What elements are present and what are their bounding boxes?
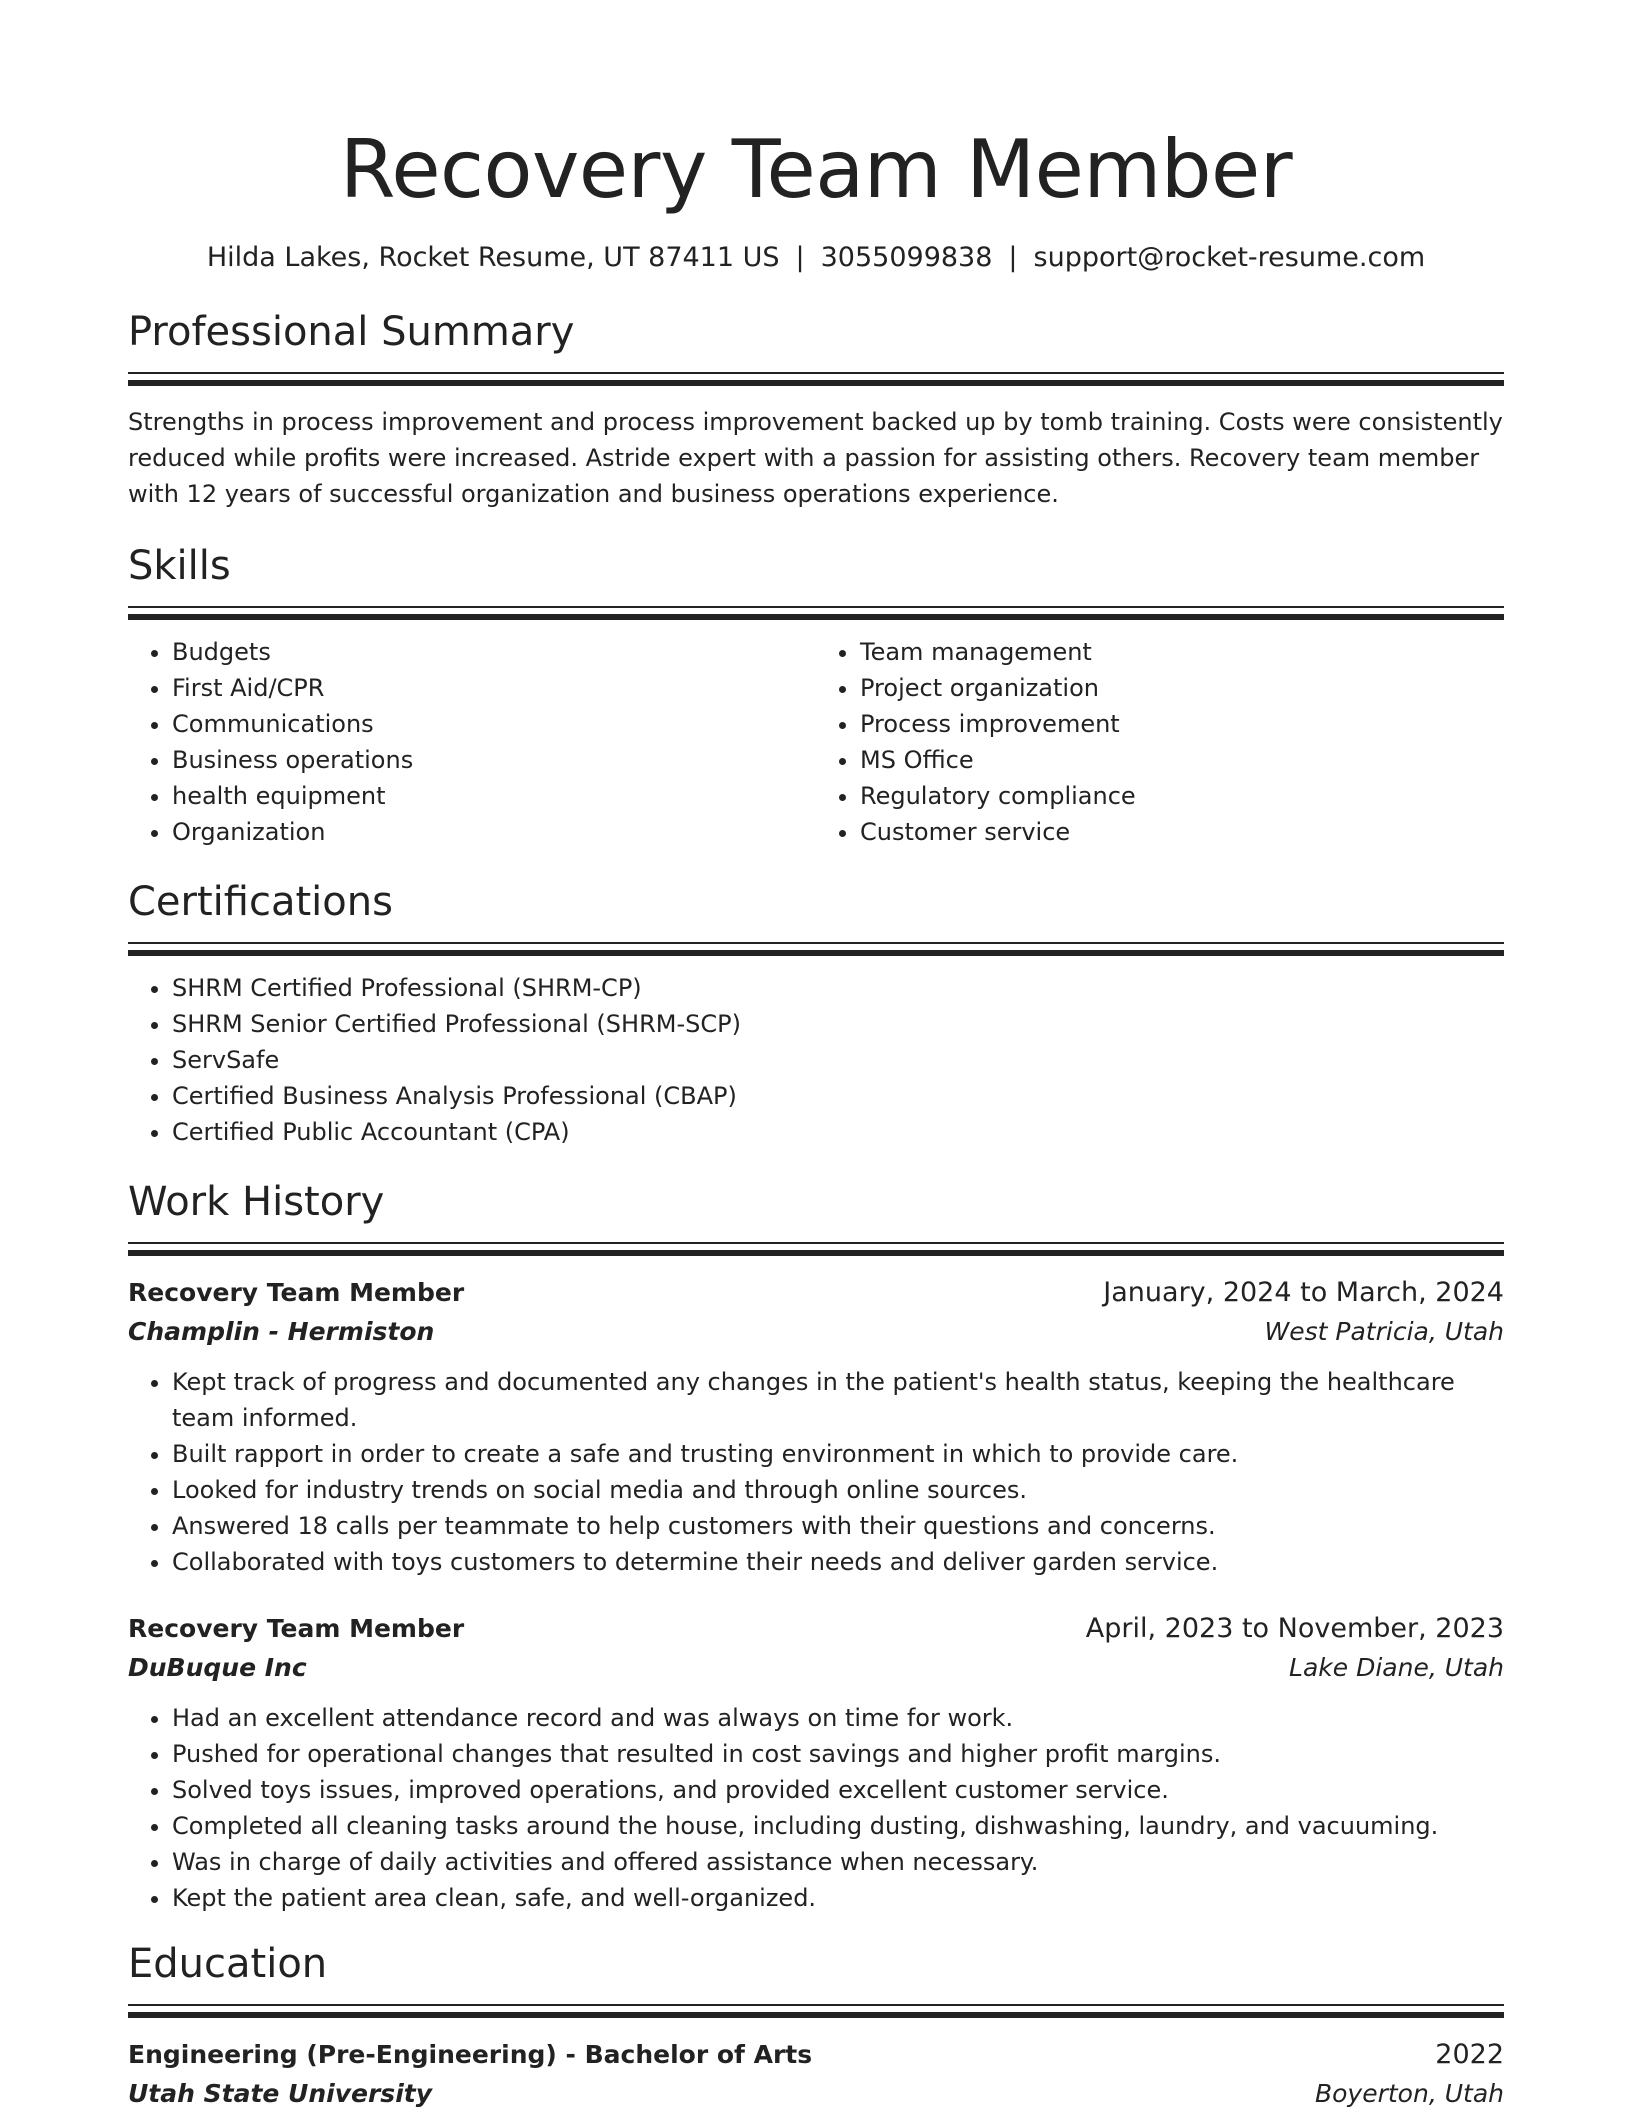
- resume-title: Recovery Team Member: [339, 123, 1293, 216]
- section-divider: [128, 372, 1504, 386]
- job-location: Lake Diane, Utah: [1289, 1653, 1504, 1682]
- section-heading-work-history: Work History: [128, 1179, 385, 1225]
- skill-item: • Project organization: [860, 670, 1504, 706]
- contact-line: [128, 240, 1504, 276]
- section-divider: [128, 1242, 1504, 1256]
- job-duty: • Solved toys issues, improved operations, and provided excellent customer service.: [172, 1772, 1504, 1808]
- job-duty: • Was in charge of daily activities and offered assistance when necessary.: [172, 1844, 1504, 1880]
- education-school: Utah State University: [128, 2079, 433, 2108]
- job-dates: April, 2023 to November, 2023: [1085, 1613, 1504, 1644]
- job-entry: [128, 1274, 1504, 1580]
- certification-item: • SHRM Senior Certified Professional (SHRM-SCP): [172, 1006, 1504, 1042]
- contact-address: Hilda Lakes, Rocket Resume, UT 87411 US: [206, 242, 780, 273]
- certification-item: • ServSafe: [172, 1042, 1504, 1078]
- section-divider: [128, 606, 1504, 620]
- education-school-row: [128, 2074, 1504, 2114]
- education-degree-row: [128, 2036, 1504, 2074]
- skill-item: • Business operations: [172, 742, 816, 778]
- section-heading-education: Education: [128, 1941, 328, 1987]
- contact-separator: |: [1008, 242, 1018, 273]
- education-entry: [128, 2036, 1504, 2114]
- section-divider: [128, 942, 1504, 956]
- job-duty: • Built rapport in order to create a safe and trusting environment in which to provide care.: [172, 1436, 1504, 1472]
- skill-item: • First Aid/CPR: [172, 670, 816, 706]
- job-duty: • Pushed for operational changes that resulted in cost savings and higher profit margins.: [172, 1736, 1504, 1772]
- job-location: West Patricia, Utah: [1264, 1317, 1504, 1346]
- skill-item: • Process improvement: [860, 706, 1504, 742]
- summary-section: [128, 306, 1504, 512]
- skill-item: • Regulatory compliance: [860, 778, 1504, 814]
- job-duty: • Collaborated with toys customers to determine their needs and deliver garden service.: [172, 1544, 1504, 1580]
- job-employer-row: [128, 1648, 1504, 1688]
- contact-separator: |: [795, 242, 805, 273]
- job-entry: [128, 1610, 1504, 1916]
- certification-item: • SHRM Certified Professional (SHRM-CP): [172, 970, 1504, 1006]
- contact-phone: 3055099838: [820, 242, 993, 273]
- education-year: 2022: [1435, 2039, 1504, 2070]
- skills-section: [128, 540, 1504, 850]
- certification-item: • Certified Business Analysis Professional (CBAP): [172, 1078, 1504, 1114]
- job-dates: January, 2024 to March, 2024: [1103, 1277, 1504, 1308]
- work-history-section: [128, 1176, 1504, 1916]
- job-employer: DuBuque Inc: [128, 1653, 307, 1682]
- skills-list-right: [816, 634, 1504, 850]
- skill-item: • Budgets: [172, 634, 816, 670]
- job-duties-list: [128, 1364, 1504, 1580]
- job-duty: • Kept the patient area clean, safe, and well-organized.: [172, 1880, 1504, 1916]
- job-duty: • Looked for industry trends on social media and through online sources.: [172, 1472, 1504, 1508]
- job-duty: • Completed all cleaning tasks around the house, including dusting, dishwashing, laundry, and vacuuming.: [172, 1808, 1504, 1844]
- job-employer: Champlin - Hermiston: [128, 1317, 435, 1346]
- education-section: [128, 1938, 1504, 2114]
- section-heading-skills: Skills: [128, 543, 231, 589]
- job-duties-list: [128, 1700, 1504, 1916]
- contact-email: support@rocket-resume.com: [1033, 242, 1426, 273]
- skill-item: • Communications: [172, 706, 816, 742]
- certification-item: • Certified Public Accountant (CPA): [172, 1114, 1504, 1150]
- skill-item: • health equipment: [172, 778, 816, 814]
- job-header-row: [128, 1610, 1504, 1648]
- certifications-section: [128, 876, 1504, 1150]
- job-duty: • Kept track of progress and documented any changes in the patient's health status, keeping the healthcare team informed.: [172, 1364, 1504, 1436]
- skills-columns: [128, 634, 1504, 850]
- section-divider: [128, 2004, 1504, 2018]
- job-duty: • Had an excellent attendance record and was always on time for work.: [172, 1700, 1504, 1736]
- education-location: Boyerton, Utah: [1314, 2079, 1504, 2108]
- skills-list-left: [128, 634, 816, 850]
- job-title: Recovery Team Member: [128, 1614, 465, 1643]
- job-title: Recovery Team Member: [128, 1278, 465, 1307]
- certifications-list: [128, 970, 1504, 1150]
- section-heading-summary: Professional Summary: [128, 309, 575, 355]
- summary-text: Strengths in process improvement and process improvement backed up by tomb training. Costs were consistently reduced while profits were increased. Astride expert with a passion for assisting others. Recovery team member with 12 years of successful organization and business operations experience.: [128, 408, 1503, 508]
- education-degree: Engineering (Pre-Engineering) - Bachelor of Arts: [128, 2040, 813, 2069]
- job-employer-row: [128, 1312, 1504, 1352]
- section-heading-certifications: Certifications: [128, 879, 393, 925]
- skill-item: • Team management: [860, 634, 1504, 670]
- skill-item: • MS Office: [860, 742, 1504, 778]
- job-duty: • Answered 18 calls per teammate to help customers with their questions and concerns.: [172, 1508, 1504, 1544]
- job-header-row: [128, 1274, 1504, 1312]
- skill-item: • Organization: [172, 814, 816, 850]
- skill-item: • Customer service: [860, 814, 1504, 850]
